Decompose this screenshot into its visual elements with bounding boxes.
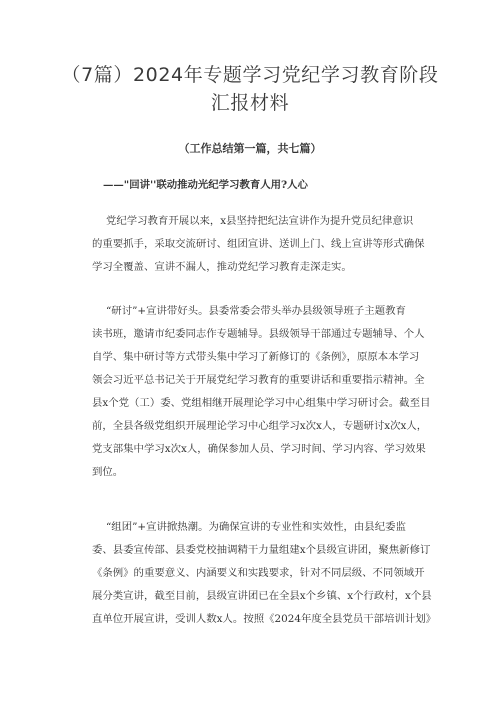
paragraph-2-line-2: 读书班，邀请市纪委同志作专题辅导。县级领导干部通过专题辅导、个人	[92, 328, 425, 340]
document-title-line-1: （7篇）2024年专题学习党纪学习教育阶段	[61, 64, 439, 86]
paragraph-3-line-3: 《条例》的重要意义、内涵要义和实践要求，针对不同层级、不同领域开	[92, 567, 425, 579]
paragraph-3-line-1: “组团”+宣讲掀热潮。为确保宣讲的专业性和实效性，由县纪委监	[106, 521, 406, 533]
paragraph-1-line-2: 的重要抓手，采取交流研讨、组团宣讲、送训上门、线上宣讲等形式确保	[92, 238, 425, 250]
paragraph-3-line-2: 委、县委宣传部、县委党校抽调精干力量组建x个县级宣讲团，聚焦新修订	[92, 544, 431, 556]
paragraph-3-line-4: 展分类宣讲，截至目前，县级宣讲团已在全县x个乡镇、x个行政村，x个县	[92, 590, 432, 602]
paragraph-2-line-5: 县x个党（工）委、党组相继开展理论学习中心组集中学习研讨会。截至目	[92, 397, 431, 409]
paragraph-1-line-3: 学习全覆盖、宣讲不漏人，推动党纪学习教育走深走实。	[92, 261, 352, 273]
document-title-line-2: 汇报材料	[210, 92, 290, 114]
paragraph-3-line-5: 直单位开展宣讲，受训人数x人。按照《2024年度全县党员干部培训计划》	[92, 613, 437, 625]
paragraph-2-line-4: 领会习近平总书记关于开展党纪学习教育的重要讲话和重要指示精神。全	[92, 374, 425, 386]
paragraph-2-line-8: 到位。	[92, 466, 124, 478]
lead-heading: ——"回讲''联动推动光纪学习教育人用?人心	[103, 179, 308, 191]
paragraph-1-line-1: 党纪学习教育开展以来，x县坚持把纪法宣讲作为提升党员纪律意识	[106, 215, 414, 227]
paragraph-2-line-3: 自学、集中研讨等方式带头集中学习了新修订的《条例》，原原本本学习	[92, 351, 420, 363]
document-subtitle: （工作总结第一篇，共七篇）	[178, 142, 322, 155]
paragraph-2-line-7: 党支部集中学习x次x人，确保参加人员、学习时间、学习内容、学习效果	[92, 443, 426, 455]
paragraph-2-line-1: “研讨”+宣讲带好头。县委常委会带头举办县级领导班子主题教育	[106, 305, 406, 317]
paragraph-2-line-6: 前，全县各级党组织开展理论学习中心组学习x次x人，专题研讨x次x人，	[92, 420, 428, 432]
